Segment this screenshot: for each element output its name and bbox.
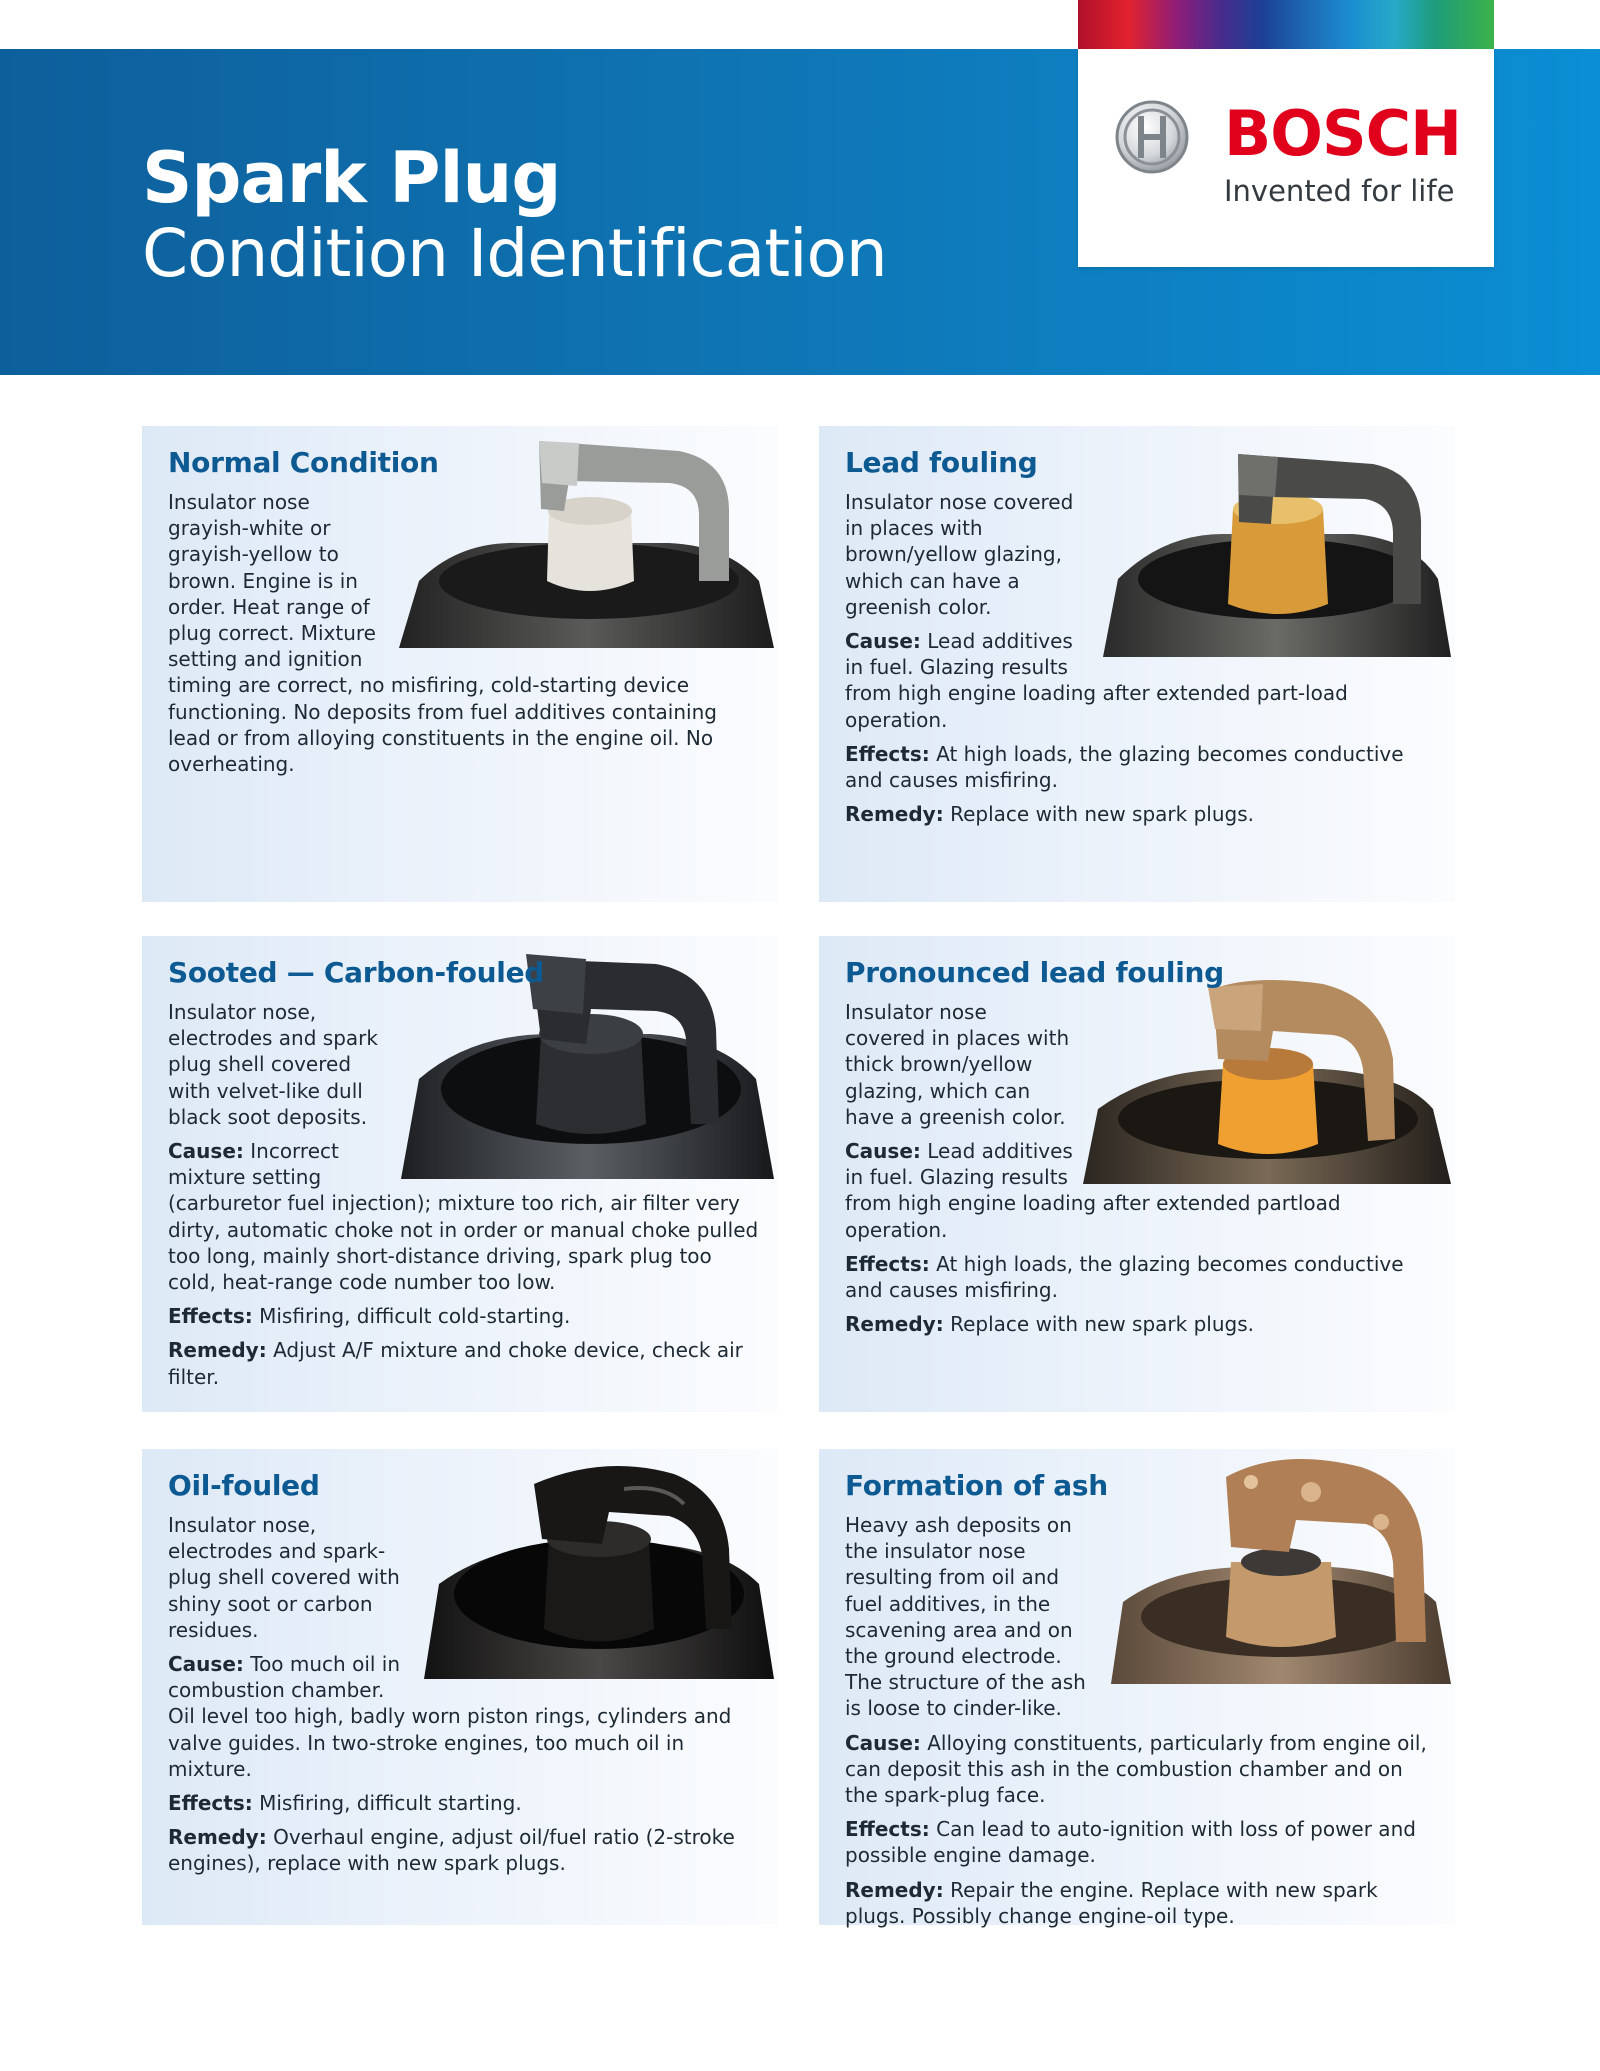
paragraph-text: Insulator nose, electrodes and spark-plug shell covered with shiny soot or carbon residues.: [168, 1513, 400, 1642]
paragraph-text: Can lead to auto-ignition with loss of power and possible engine damage.: [845, 1817, 1416, 1868]
card-paragraph: [845, 741, 1441, 793]
paragraph-text: At high loads, the glazing becomes conductive and causes misfiring.: [845, 1251, 1404, 1303]
card-ash-formation: [819, 1449, 1455, 1928]
paragraph-text: Repair the engine. Replace with new spark plugs. Possibly change engine-oil type.: [845, 1877, 1378, 1928]
spark-plug-lead-fouling-photo: [1103, 429, 1451, 657]
page-title: Spark Plug: [142, 137, 561, 219]
bosch-logo: [1078, 49, 1494, 267]
paragraph-text: Lead additives in fuel. Glazing results from high engine loading after extended part-load operation.: [845, 629, 1348, 732]
paragraph-label: Remedy:: [845, 1312, 944, 1337]
card-title: Formation of ash: [845, 1469, 1108, 1502]
card-title: Normal Condition: [168, 446, 439, 479]
paragraph-text: Insulator nose covered in places with brown/yellow glazing, which can have a greenish color.: [845, 490, 1074, 619]
card-title: Sooted — Carbon-fouled: [168, 956, 545, 989]
page-subtitle: Condition Identification: [142, 215, 887, 292]
paragraph-label: Effects:: [845, 1251, 930, 1276]
paragraph-text: Alloying constituents, particularly from engine oil, can deposit this ash in the combustion chamber and on the spark-plug face.: [845, 1730, 1427, 1808]
bosch-armature-icon: [1114, 99, 1190, 175]
paragraph-label: Effects:: [845, 741, 930, 766]
paragraph-text: Incorrect mixture setting (carburetor fuel injection); mixture too rich, air filter very dirty, automatic choke not in order or manual choke pulled too long, mainly short-distance driving, spark plug too cold, heat-range code number too low.: [168, 1139, 759, 1295]
paragraph-label: Effects:: [168, 1791, 253, 1816]
paragraph-text: Heavy ash deposits on the insulator nose resulting from oil and fuel additives, in the scavening area and on the ground electrode. The structure of the ash is loose to cinder-like.: [845, 1513, 1086, 1721]
paragraph-text: Overhaul engine, adjust oil/fuel ratio (2-stroke engines), replace with new spark plugs.: [168, 1825, 735, 1876]
paragraph-label: Cause:: [168, 1139, 244, 1164]
card-paragraph: [845, 801, 1441, 827]
card-title: Pronounced lead fouling: [845, 956, 1224, 989]
paragraph-label: Remedy:: [168, 1338, 267, 1363]
card-lead-fouling: [819, 426, 1455, 902]
paragraph-label: Remedy:: [168, 1825, 267, 1850]
spark-plug-normal-photo: [399, 431, 774, 648]
card-paragraph: [845, 1877, 1441, 1929]
spark-plug-pronounced-lead-fouling-photo: [1083, 969, 1451, 1184]
paragraph-label: Effects:: [845, 1817, 930, 1842]
paragraph-text: Replace with new spark plugs.: [950, 802, 1254, 827]
card-paragraph: [168, 1824, 764, 1876]
spark-plug-oil-fouled-photo: [424, 1454, 774, 1679]
brand-color-strip: [1078, 0, 1494, 49]
paragraph-text: At high loads, the glazing becomes conductive and causes misfiring.: [845, 741, 1404, 793]
card-title: Oil-fouled: [168, 1469, 320, 1502]
paragraph-label: Remedy:: [845, 1877, 944, 1902]
paragraph-text: Insulator nose grayish-white or grayish-yellow to brown. Engine is in order. Heat range of plug correct. Mixture setting and ignition timing are correct, no misfiring, cold-starting device functioning. No deposits from fuel additives containing lead or from alloying constituents in the engine oil. No overheating.: [168, 490, 717, 777]
paragraph-label: Cause:: [845, 1730, 921, 1755]
paragraph-label: Cause:: [845, 629, 921, 654]
paragraph-text: Insulator nose covered in places with thick brown/yellow glazing, which can have a greenish color.: [845, 1000, 1070, 1129]
card-paragraph: [168, 1337, 764, 1389]
paragraph-text: Misfiring, difficult cold-starting.: [259, 1304, 571, 1329]
paragraph-text: Too much oil in combustion chamber. Oil level too high, badly worn piston rings, cylinders and valve guides. In two-stroke engines, too much oil in mixture.: [168, 1652, 732, 1781]
spark-plug-ash-formation-photo: [1111, 1452, 1451, 1684]
card-paragraph: [845, 1311, 1441, 1337]
card-paragraph: [168, 1790, 764, 1816]
paragraph-label: Effects:: [168, 1304, 253, 1329]
card-normal-condition: [142, 426, 778, 902]
brand-wordmark: BOSCH: [1224, 97, 1462, 170]
paragraph-text: Adjust A/F mixture and choke device, check air filter.: [168, 1338, 743, 1389]
card-paragraph: [845, 1730, 1441, 1809]
card-paragraph: [845, 1816, 1441, 1868]
paragraph-text: Misfiring, difficult starting.: [259, 1791, 522, 1816]
paragraph-text: Replace with new spark plugs.: [950, 1312, 1254, 1337]
paragraph-text: Lead additives in fuel. Glazing results from high engine loading after extended partload operation.: [845, 1139, 1341, 1242]
paragraph-label: Remedy:: [845, 802, 944, 827]
card-title: Lead fouling: [845, 446, 1038, 479]
card-pronounced-lead-fouling: [819, 936, 1455, 1412]
card-oil-fouled: [142, 1449, 778, 1925]
paragraph-label: Cause:: [168, 1652, 244, 1677]
paragraph-label: Cause:: [845, 1139, 921, 1164]
paragraph-text: Insulator nose, electrodes and spark plug shell covered with velvet-like dull black soot deposits.: [168, 1000, 378, 1129]
card-paragraph: [168, 1303, 764, 1329]
card-paragraph: [845, 1251, 1441, 1303]
card-carbon-fouled: [142, 936, 778, 1412]
brand-tagline: Invented for life: [1224, 174, 1455, 208]
